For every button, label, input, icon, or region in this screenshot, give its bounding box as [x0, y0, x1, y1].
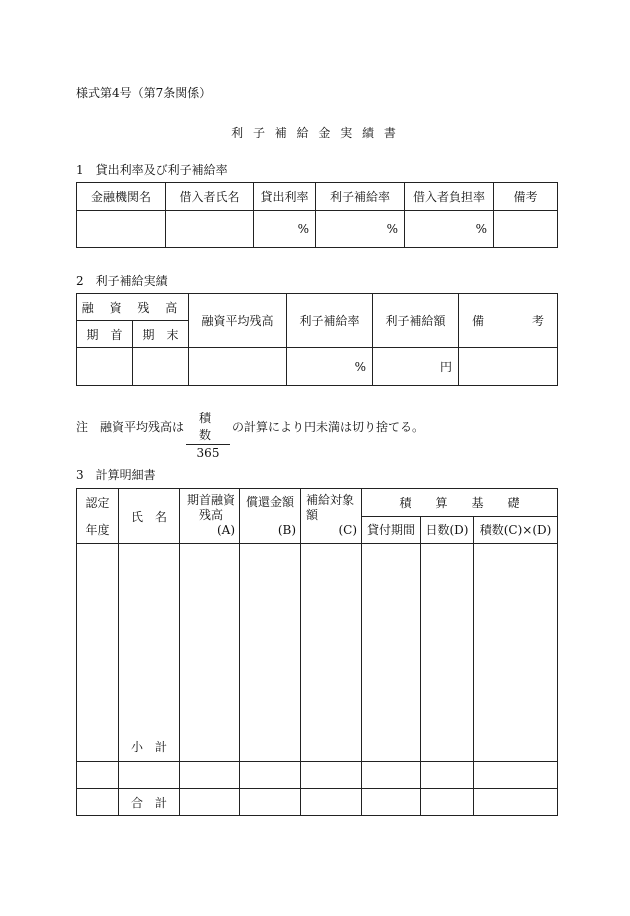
note-suffix: の計算により円未満は切り捨てる。 [232, 420, 425, 434]
header-a: (A) [216, 523, 235, 537]
header-cumulative: 積数(C)×(D) [474, 516, 558, 544]
table-row [77, 762, 558, 789]
cell-bank-name[interactable] [77, 211, 166, 248]
cell-borrower-name[interactable] [166, 211, 254, 248]
interest-subsidy-results-table [76, 293, 558, 386]
cell-loan-rate[interactable] [254, 211, 316, 248]
fraction-bar [186, 444, 230, 445]
header-subsidy-target-amount-label: 補給対象額 [306, 493, 355, 522]
header-subsidy-target-amount [301, 489, 362, 544]
header-c: (C) [338, 523, 357, 537]
section2-heading: 2 利子補給実績 [76, 274, 168, 288]
cell-subsidy-rate[interactable] [287, 348, 373, 386]
total-label: 合 計 [119, 789, 180, 816]
header-remarks: 備考 [494, 183, 558, 211]
cell-cumulative[interactable] [474, 544, 558, 762]
percent-unit: % [475, 222, 487, 236]
header-loan-rate: 貸出利率 [254, 183, 316, 211]
header-nintei-nendo [77, 489, 119, 544]
header-calculation-basis: 積 算 基 礎 [362, 489, 558, 517]
cell-days[interactable] [421, 544, 474, 762]
cell-nendo[interactable] [77, 544, 119, 762]
fraction [186, 409, 230, 460]
header-subsidy-rate: 利子補給率 [316, 183, 405, 211]
header-opening-loan-balance-label: 期首融資残高 [186, 493, 235, 522]
header-subsidy-rate: 利子補給率 [287, 294, 373, 348]
cell-period-end[interactable] [133, 348, 189, 386]
cell-remarks[interactable] [494, 211, 558, 248]
header-borrower-name: 借入者氏名 [166, 183, 254, 211]
cell-average-balance[interactable] [189, 348, 287, 386]
cell-target-amount[interactable] [301, 544, 362, 762]
cell-opening-balance[interactable] [180, 544, 240, 762]
header-opening-loan-balance [180, 489, 240, 544]
header-loan-balance: 融 資 残 高 [77, 294, 189, 321]
cell-loan-period[interactable] [362, 544, 421, 762]
header-repayment-amount [240, 489, 301, 544]
header-name: 氏 名 [119, 489, 180, 544]
fraction-numerator: 積 数 [198, 411, 217, 442]
subtotal-label: 小 計 [130, 740, 167, 754]
total-row [77, 789, 558, 816]
header-loan-period: 貸付期間 [362, 516, 421, 544]
section3-heading: 3 計算明細書 [76, 468, 156, 482]
calculation-detail-table [76, 488, 558, 816]
cell-borrower-burden-rate[interactable] [405, 211, 494, 248]
section1-heading: 1 貸出利率及び利子補給率 [76, 163, 228, 177]
header-period-end: 期 末 [133, 321, 189, 348]
header-repayment-amount-label: 償還金額 [246, 495, 295, 509]
note-prefix: 注 融資平均残高は [76, 420, 185, 434]
form-label: 様式第4号（第7条関係） [76, 86, 212, 100]
cell-remarks[interactable] [459, 348, 558, 386]
cell-subsidy-rate[interactable] [316, 211, 405, 248]
cell-repayment[interactable] [240, 544, 301, 762]
interest-rate-table [76, 182, 558, 248]
header-period-start: 期 首 [77, 321, 133, 348]
header-days: 日数(D) [421, 516, 474, 544]
percent-unit: % [386, 222, 398, 236]
fraction-denominator: 365 [196, 446, 220, 460]
header-subsidy-amount: 利子補給額 [373, 294, 459, 348]
header-bank-name: 金融機関名 [77, 183, 166, 211]
header-nintei: 認定 [85, 496, 110, 510]
document-title: 利 子 補 給 金 実 績 書 [231, 126, 399, 140]
yen-unit: 円 [440, 360, 453, 374]
percent-unit: % [354, 359, 367, 374]
header-nendo: 年度 [85, 523, 110, 537]
header-b: (B) [277, 523, 296, 537]
header-remarks: 備 考 [459, 294, 558, 348]
header-average-balance: 融資平均残高 [189, 294, 287, 348]
cell-subsidy-amount[interactable] [373, 348, 459, 386]
percent-unit: % [297, 222, 309, 236]
cell-name-subtotal[interactable] [119, 544, 180, 762]
cell-period-start[interactable] [77, 348, 133, 386]
header-borrower-burden-rate: 借入者負担率 [405, 183, 494, 211]
